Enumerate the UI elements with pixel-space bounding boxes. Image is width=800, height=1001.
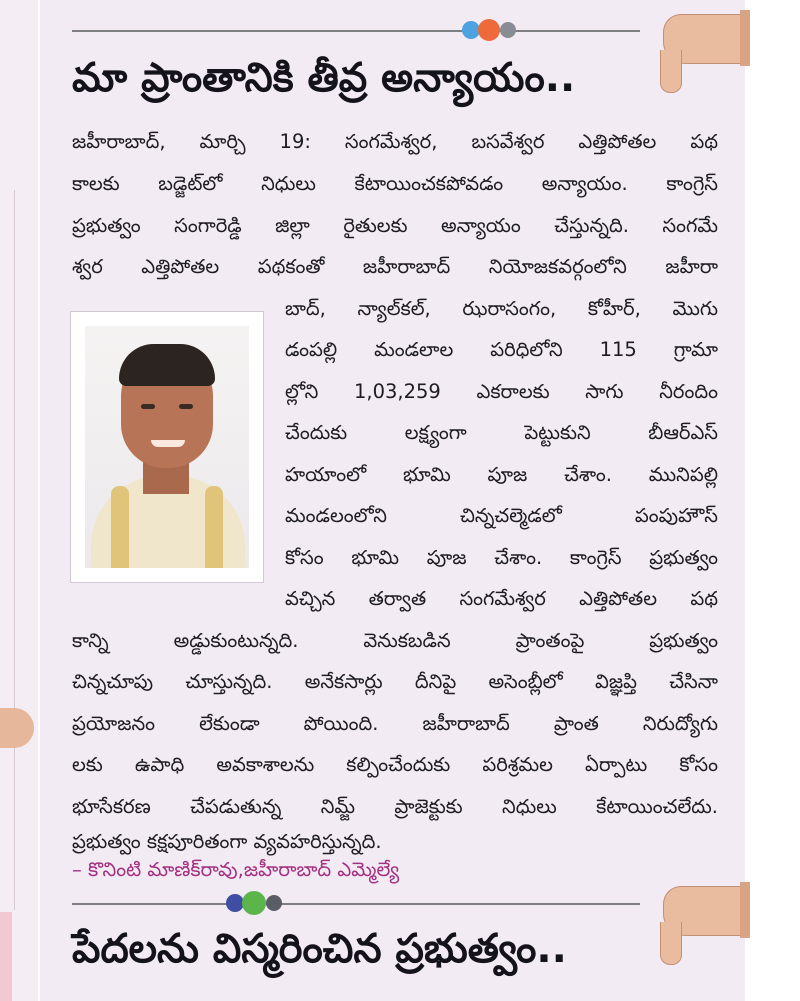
- dot-icon: [500, 22, 516, 38]
- section-divider-rule: [72, 903, 640, 905]
- adjacent-column-box: [0, 912, 12, 1001]
- body-line: ప్రయోజనం లేకుండా పోయింది. జహీరాబాద్ ప్రాంత నిరుద్యోగు: [72, 712, 718, 735]
- body-line: ప్రభుత్వం సంగారెడ్డి జిల్లా రైతులకు అన్యాయం చేస్తున్నది. సంగమే: [72, 214, 718, 237]
- top-divider-rule: [72, 30, 640, 32]
- body-line: కాలకు బడ్జెట్‌లో నిధులు కేటాయించకపోవడం అన్యాయం. కాంగ్రెస్: [72, 172, 718, 195]
- dot-icon: [478, 19, 500, 41]
- body-line-last: ప్రభుత్వం కక్షపూరితంగా వ్యవహరిస్తున్నది.: [72, 830, 382, 853]
- body-line: హయాంలో భూమి పూజ చేశాం. మునిపల్లి: [285, 463, 718, 486]
- mla-photo: [70, 311, 264, 583]
- body-line: కోసం భూమి పూజ చేశాం. కాంగ్రెస్ ప్రభుత్వం: [285, 546, 718, 569]
- thumbs-down-icon: [638, 878, 750, 958]
- body-line: జహీరాబాద్, మార్చి 19: సంగమేశ్వర, బసవేశ్వర ఎత్తిపోతల పథ: [72, 130, 718, 153]
- headline: పేదలను విస్మరించిన ప్రభుత్వం..: [72, 926, 567, 972]
- body-line: కాన్ని అడ్డుకుంటున్నది. వెనుకబడిన ప్రాంతంపై ప్రభుత్వం: [72, 629, 718, 652]
- dot-icon: [242, 891, 266, 915]
- body-line: మండలంలోని చిన్నచల్మెడలో పంపుహౌస్: [285, 504, 718, 527]
- body-line: చేందుకు లక్ష్యంగా పెట్టుకుని బీఆర్‌ఎస్: [285, 421, 718, 444]
- dot-icon: [266, 895, 282, 911]
- portrait-image: [85, 326, 249, 568]
- divider-dots: [226, 892, 296, 912]
- adjacent-column-border: [0, 190, 15, 910]
- thumbs-down-icon: [638, 6, 750, 86]
- headline: మా ప్రాంతానికి తీవ్ర అన్యాయం..: [72, 55, 576, 101]
- divider-dots: [462, 21, 522, 41]
- body-line: చిన్నచూపు చూస్తున్నది. అనేకసార్లు దీనిపై అసెంబ్లీలో విజ్ఞప్తి చేసినా: [72, 670, 718, 693]
- byline-signature: – కొనింటి మాణిక్‌రావు,జహీరాబాద్ ఎమ్మెల్యే: [72, 858, 400, 881]
- body-line: డంపల్లి మండలాల పరిధిలోని 115 గ్రామా: [285, 338, 718, 361]
- body-line: శ్వర ఎత్తిపోతల పథకంతో జహీరాబాద్ నియోజకవర్గంలోని జహీరా: [72, 255, 718, 278]
- body-line: ల్లోని 1,03,259 ఎకరాలకు సాగు నీరందిం: [285, 380, 718, 403]
- body-line: వచ్చిన తర్వాత సంగమేశ్వర ఎత్తిపోతల పథ: [285, 587, 718, 610]
- body-line: భూసేకరణ చేపడుతున్న నిమ్జ్ ప్రాజెక్టుకు నిధులు కేటాయించలేదు.: [72, 795, 718, 818]
- body-line: బాద్, న్యాల్‌కల్, ఝరాసంగం, కోహీర్, మొగు: [285, 297, 718, 320]
- body-line: లకు ఉపాధి అవకాశాలను కల్పించేందుకు పరిశ్రమల ఏర్పాటు కోసం: [72, 753, 718, 776]
